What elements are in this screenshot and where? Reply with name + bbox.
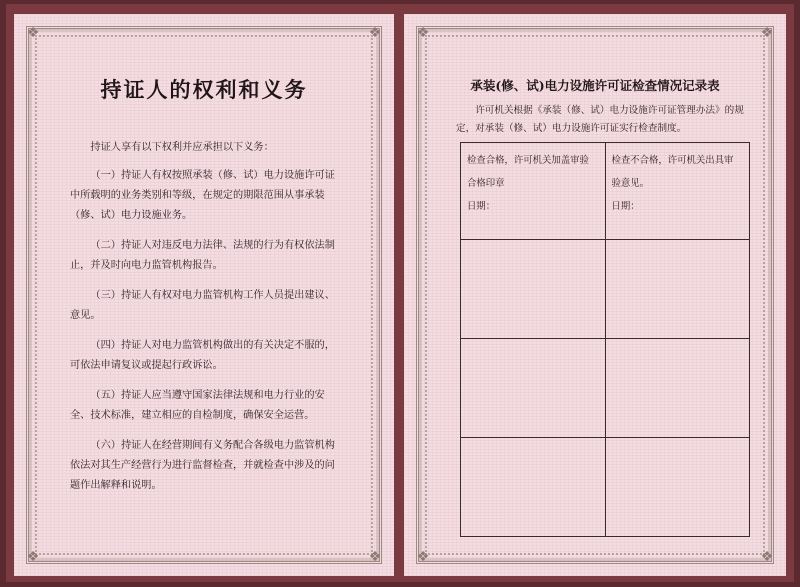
left-page bbox=[14, 14, 394, 576]
table-row bbox=[461, 438, 750, 537]
item-paragraph: （六）持证人在经营期间有义务配合各级电力监管机构依法对其生产经营行为进行监督检查，并就检查中涉及的问题作出解释和说明。 bbox=[70, 440, 335, 491]
fail-header-cell bbox=[605, 143, 750, 240]
empty-cell bbox=[605, 438, 750, 537]
corner-ornament-icon: ❖ bbox=[416, 25, 430, 41]
inspection-record-table bbox=[460, 142, 750, 537]
corner-ornament-icon: ❖ bbox=[26, 549, 40, 565]
item-paragraph: （五）持证人应当遵守国家法律法规和电力行业的安全、技术标准，建立相应的自检制度，确保安全运营。 bbox=[70, 390, 325, 421]
intro-paragraph: 持证人享有以下权利并应承担以下义务： bbox=[90, 142, 274, 153]
table-row bbox=[461, 339, 750, 438]
empty-cell bbox=[605, 240, 750, 339]
date-label: 日期： bbox=[467, 201, 496, 212]
header-text: 检查合格，许可机关加盖审验 bbox=[467, 155, 589, 166]
empty-cell bbox=[461, 339, 606, 438]
header-text: 合格印章 bbox=[467, 178, 505, 189]
item-paragraph: （四）持证人对电力监管机构做出的有关决定不服的，可依法申请复议或提起行政诉讼。 bbox=[70, 340, 335, 371]
item-paragraph: （三）持证人有权对电力监管机构工作人员提出建议、意见。 bbox=[70, 290, 335, 321]
date-label: 日期： bbox=[611, 201, 640, 212]
intro-paragraph: 许可机关根据《承装（修、试）电力设施许可证管理办法》的规定，对承装（修、试）电力设施许可证实行检查制度。 bbox=[456, 105, 744, 134]
corner-ornament-icon: ❖ bbox=[368, 25, 382, 41]
header-text: 检查不合格，许可机关出具审 bbox=[611, 155, 734, 166]
corner-ornament-icon: ❖ bbox=[416, 549, 430, 565]
table-header-row bbox=[461, 143, 750, 240]
right-page bbox=[404, 14, 786, 576]
empty-cell bbox=[461, 240, 606, 339]
corner-ornament-icon: ❖ bbox=[368, 549, 382, 565]
corner-ornament-icon: ❖ bbox=[26, 25, 40, 41]
corner-ornament-icon: ❖ bbox=[760, 25, 774, 41]
pass-header-cell bbox=[461, 143, 606, 240]
certificate-booklet bbox=[6, 4, 794, 582]
rights-obligations-text bbox=[70, 138, 344, 506]
item-paragraph: （二）持证人对违反电力法律、法规的行为有权依法制止，并及时向电力监管机构报告。 bbox=[70, 240, 335, 271]
page-title: 持证人的权利和义务 bbox=[100, 77, 308, 102]
table-row bbox=[461, 240, 750, 339]
page-title: 承装(修、试)电力设施许可证检查情况记录表 bbox=[470, 78, 720, 93]
empty-cell bbox=[605, 339, 750, 438]
item-paragraph: （一）持证人有权按照承装（修、试）电力设施许可证中所载明的业务类别和等级，在规定的期限范围从事承装（修、试）电力设施业务。 bbox=[70, 170, 335, 221]
corner-ornament-icon: ❖ bbox=[760, 549, 774, 565]
header-text: 验意见。 bbox=[611, 178, 650, 189]
empty-cell bbox=[461, 438, 606, 537]
